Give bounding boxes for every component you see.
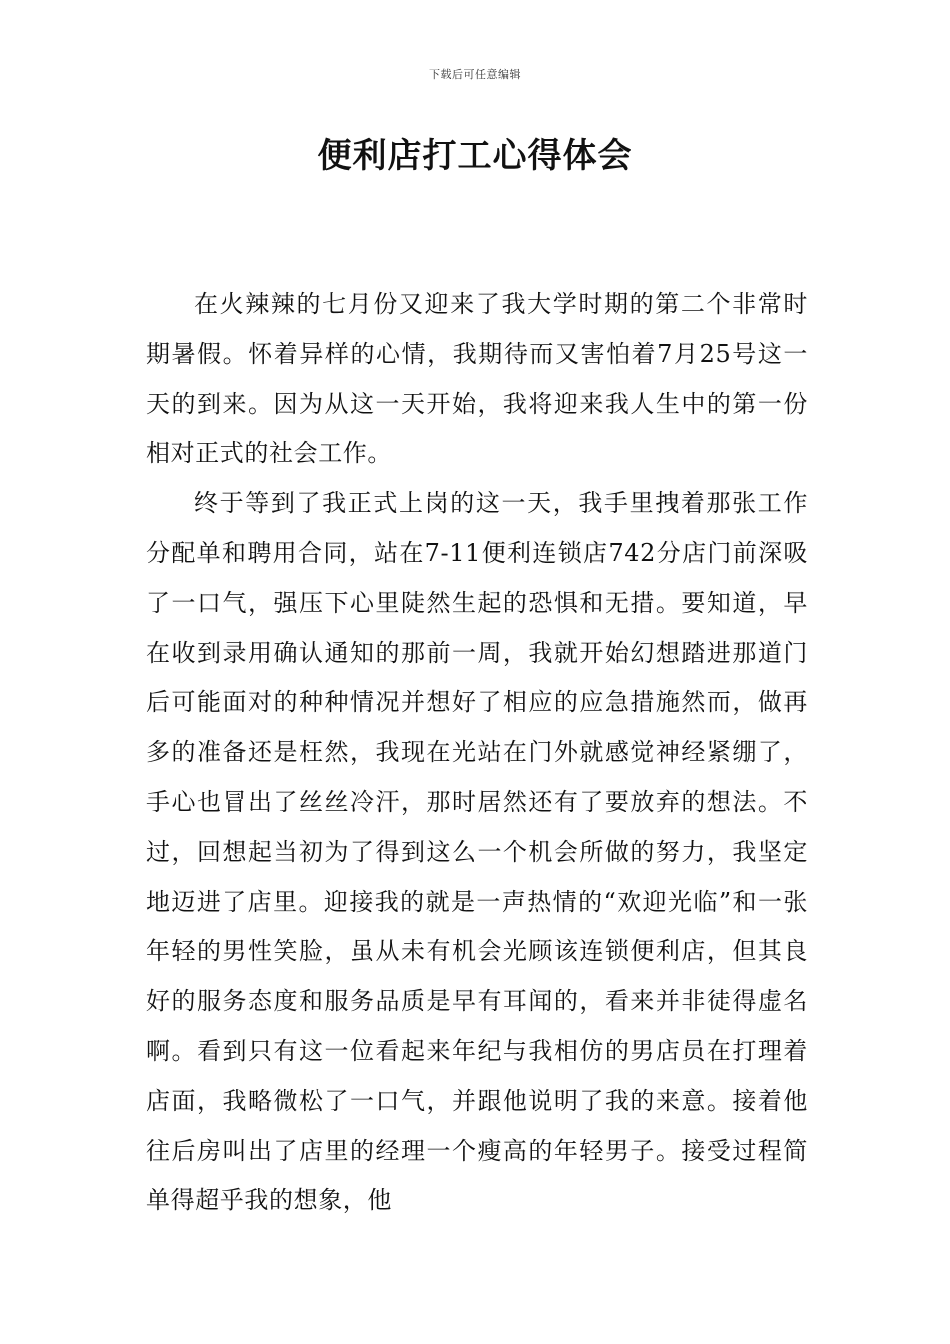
document-body — [146, 280, 808, 1226]
paragraph-1: 在火辣辣的七月份又迎来了我大学时期的第二个非常时期暑假。怀着异样的心情，我期待而又害怕着7月25号这一天的到来。因为从这一天开始，我将迎来我人生中的第一份相对正式的社会工作。 — [146, 290, 808, 468]
paragraph-2: 终于等到了我正式上岗的这一天，我手里拽着那张工作分配单和聘用合同，站在7-11便利连锁店742分店门前深吸了一口气，强压下心里陡然生起的恐惧和无措。要知道，早在收到录用确认通知的那前一周，我就开始幻想踏进那道门后可能面对的种种情况并想好了相应的应急措施然而，做再多的准备还是枉然，我现在光站在门外就感觉神经紧绷了，手心也冒出了丝丝冷汗，那时居然还有了要放弃的想法。不过，回想起当初为了得到这么一个机会所做的努力，我坚定地迈进了店里。迎接我的就是一声热情的“欢迎光临”和一张年轻的男性笑脸，虽从未有机会光顾该连锁便利店，但其良好的服务态度和服务品质是早有耳闻的，看来并非徒得虚名啊。看到只有这一位看起来年纪与我相仿的男店员在打理着店面，我略微松了一口气，并跟他说明了我的来意。接着他往后房叫出了店里的经理一个瘦高的年轻男子。接受过程简单得超乎我的想象，他 — [146, 489, 808, 1215]
document-title: 便利店打工心得体会 — [317, 136, 633, 176]
header-note: 下载后可任意编辑 — [429, 68, 521, 81]
